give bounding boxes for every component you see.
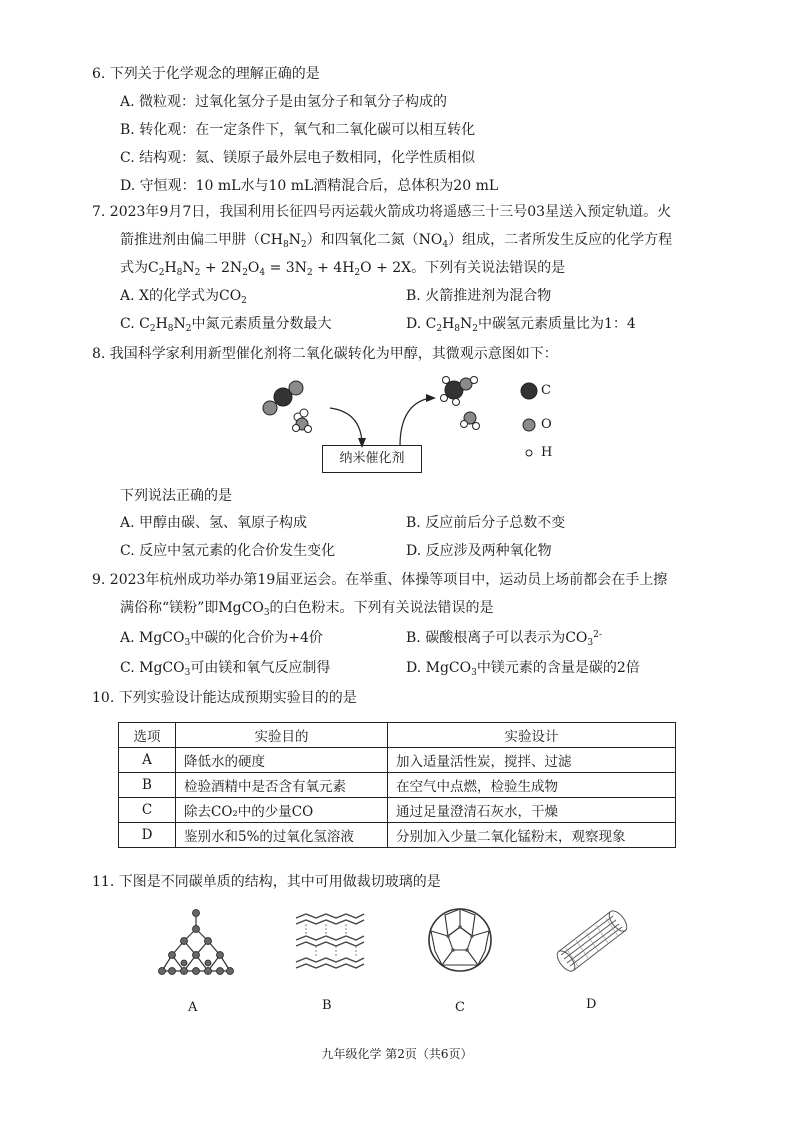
q7-line1: 7. 2023年9月7日，我国利用长征四号丙运载火箭成功将遥感三十三号03星送入预定轨道。火 bbox=[92, 204, 672, 220]
q7-option-d: D. $C_2H_8N_2$中碳氢元素质量比为1：4 bbox=[406, 316, 636, 334]
table-cell: 降低水的硬度 bbox=[176, 748, 388, 773]
q9-line1: 9. 2023年杭州成功举办第19届亚运会。在举重、体操等项目中，运动员上场前都会在手上擦 bbox=[92, 572, 668, 588]
q11-label-b: B bbox=[322, 998, 332, 1013]
table-cell: 鉴别水和5%的过氧化氢溶液 bbox=[176, 823, 388, 848]
q6-option-d: D. 守恒观：10 mL水与10 mL酒精混合后，总体积为20 mL bbox=[120, 178, 499, 194]
table-header-row bbox=[119, 723, 676, 748]
table-cell: C bbox=[119, 798, 176, 823]
q9-option-d: D. MgCO$_3$中镁元素的含量是碳的2倍 bbox=[406, 660, 640, 678]
table-cell: B bbox=[119, 773, 176, 798]
q9-option-b: B. 碳酸根离子可以表示为$CO_3^{2-}$ bbox=[406, 630, 602, 648]
q7-option-a: A. X的化学式为$CO_2$ bbox=[120, 288, 247, 306]
c60-structure-image bbox=[425, 905, 495, 975]
q9-option-c: C. MgCO$_3$可由镁和氧气反应制得 bbox=[120, 660, 331, 678]
table-header: 选项 bbox=[119, 723, 176, 748]
table-cell: 除去CO₂中的少量CO bbox=[176, 798, 388, 823]
nanotube-structure-image bbox=[552, 908, 632, 974]
q6-stem: 6. 下列关于化学观念的理解正确的是 bbox=[92, 66, 320, 82]
q9-option-a: A. MgCO$_3$中碳的化合价为+4价 bbox=[120, 630, 323, 648]
q7-option-c: C. $C_2H_8N_2$中氮元素质量分数最大 bbox=[120, 316, 332, 334]
legend-c-atom bbox=[521, 383, 537, 399]
q9-line2: 满俗称“镁粉”即MgCO$_3$的白色粉末。下列有关说法错误的是 bbox=[120, 600, 494, 618]
q8-stem: 8. 我国科学家利用新型催化剂将二氧化碳转化为甲醇，其微观示意图如下： bbox=[92, 346, 558, 362]
table-row bbox=[119, 773, 676, 798]
q11-label-a: A bbox=[188, 1000, 198, 1015]
legend-o-label: O bbox=[541, 417, 552, 432]
table-cell: 检验酒精中是否含有氧元素 bbox=[176, 773, 388, 798]
arrow-left-curve bbox=[330, 408, 362, 442]
q11-label-c: C bbox=[455, 1000, 465, 1015]
q6-option-b: B. 转化观：在一定条件下，氧气和二氧化碳可以相互转化 bbox=[120, 122, 476, 138]
q11-label-d: D bbox=[586, 997, 597, 1012]
water-molecule bbox=[461, 412, 480, 430]
q7-option-b: B. 火箭推进剂为混合物 bbox=[406, 288, 552, 304]
arrow-right-curve bbox=[400, 398, 430, 446]
table-row bbox=[119, 748, 676, 773]
table-row bbox=[119, 798, 676, 823]
q8-sub: 下列说法正确的是 bbox=[120, 488, 232, 504]
graphite-structure-image bbox=[292, 912, 368, 978]
diamond-structure-image bbox=[154, 905, 236, 985]
catalyst-box: 纳米催化剂 bbox=[322, 445, 422, 473]
methanol-molecule bbox=[441, 377, 478, 406]
table-header: 实验目的 bbox=[176, 723, 388, 748]
legend-o-atom bbox=[523, 419, 535, 431]
legend-c-label: C bbox=[541, 383, 551, 398]
table-cell: 在空气中点燃，检验生成物 bbox=[388, 773, 676, 798]
q7-line2: 箭推进剂由偏二甲肼$(CH_8N_2)$和四氧化二氮$(NO_4)$组成，二者所发生反应的化学方程 bbox=[120, 232, 673, 250]
page-footer: 九年级化学 第2页（共6页） bbox=[321, 1047, 473, 1061]
table-cell: A bbox=[119, 748, 176, 773]
q11-stem: 11. 下图是不同碳单质的结构，其中可用做裁切玻璃的是 bbox=[92, 874, 441, 890]
q8-option-a: A. 甲醇由碳、氢、氧原子构成 bbox=[120, 515, 308, 531]
q6-option-c: C. 结构观：氦、镁原子最外层电子数相同，化学性质相似 bbox=[120, 150, 476, 166]
q10-stem: 10. 下列实验设计能达成预期实验目的的是 bbox=[92, 690, 357, 706]
q8-option-b: B. 反应前后分子总数不变 bbox=[406, 515, 566, 531]
co2-molecule bbox=[263, 381, 303, 415]
table-cell: D bbox=[119, 823, 176, 848]
legend-h-label: H bbox=[541, 445, 553, 460]
table-row bbox=[119, 823, 676, 848]
table-cell: 通过足量澄清石灰水，干燥 bbox=[388, 798, 676, 823]
table-cell: 加入适量活性炭，搅拌、过滤 bbox=[388, 748, 676, 773]
q8-option-d: D. 反应涉及两种氧化物 bbox=[406, 543, 552, 559]
q6-option-a: A. 微粒观：过氧化氢分子是由氢分子和氧分子构成的 bbox=[120, 94, 448, 110]
table-cell: 分别加入少量二氧化锰粉末，观察现象 bbox=[388, 823, 676, 848]
q8-option-c: C. 反应中氢元素的化合价发生变化 bbox=[120, 543, 336, 559]
q7-line3: 式为$C_2H_8N_2 + 2N_2O_4 = 3N_2 + 4H_2O + 2X$。下列有关说法错误的是 bbox=[120, 260, 566, 278]
table-header: 实验设计 bbox=[388, 723, 676, 748]
legend-h-atom bbox=[526, 450, 532, 456]
q10-table bbox=[118, 722, 676, 848]
